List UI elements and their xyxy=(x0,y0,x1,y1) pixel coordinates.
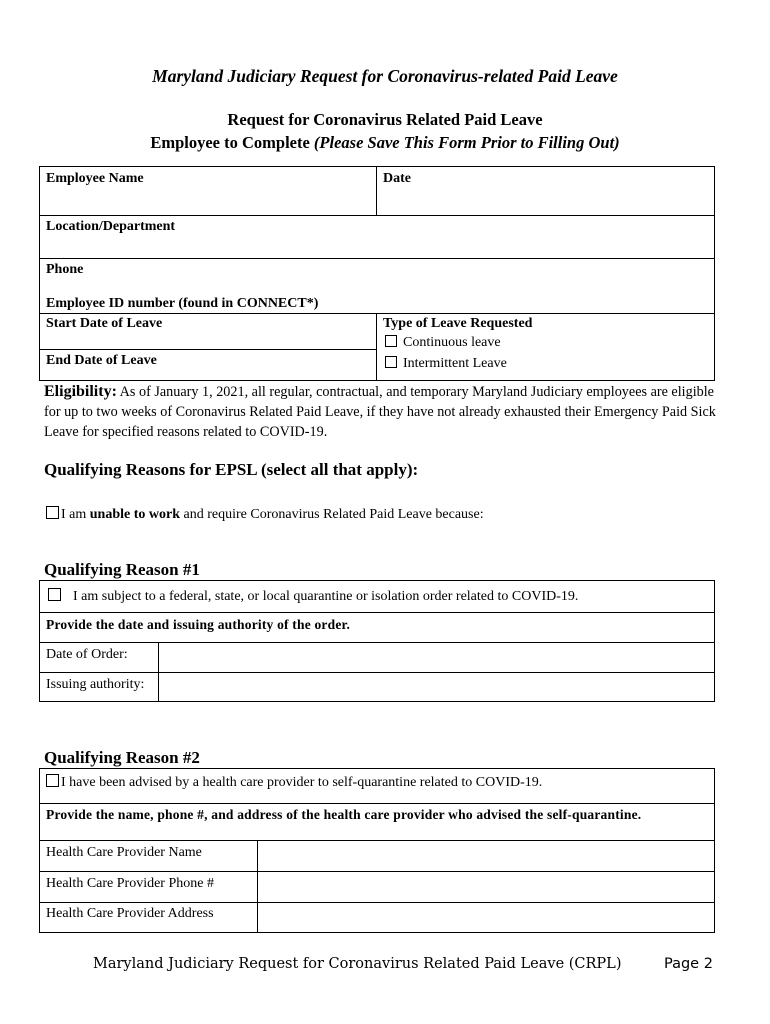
page-number: Page 2 xyxy=(664,956,713,972)
provider-name-label: Health Care Provider Name xyxy=(46,845,202,860)
provider-address-input[interactable] xyxy=(258,903,714,932)
instruction-note: (Please Save This Form Prior to Filling Out) xyxy=(313,133,620,152)
date-field[interactable]: Date xyxy=(383,171,411,186)
unable-to-work-option[interactable]: I am unable to work and require Coronavirus Related Paid Leave because: xyxy=(46,506,484,523)
reason1-statement-option[interactable]: I am subject to a federal, state, or local quarantine or isolation order related to COVID-19. xyxy=(48,588,578,605)
reason2-heading: Qualifying Reason #2 xyxy=(44,748,200,767)
eligibility-lead: Eligibility: xyxy=(44,383,117,400)
document-title: Maryland Judiciary Request for Coronavirus-related Paid Leave xyxy=(152,66,618,86)
start-date-field[interactable]: Start Date of Leave xyxy=(46,316,163,331)
checkbox-icon[interactable] xyxy=(46,506,59,519)
issuing-authority-input[interactable] xyxy=(159,673,714,701)
checkbox-icon[interactable] xyxy=(46,774,59,787)
continuous-leave-option[interactable]: Continuous leave xyxy=(385,335,501,351)
checkbox-icon[interactable] xyxy=(385,356,397,368)
provider-phone-input[interactable] xyxy=(258,872,714,901)
date-of-order-input[interactable] xyxy=(159,643,714,671)
issuing-authority-label: Issuing authority: xyxy=(46,677,145,692)
date-of-order-label: Date of Order: xyxy=(46,647,128,662)
reason1-heading: Qualifying Reason #1 xyxy=(44,560,200,579)
eligibility-paragraph xyxy=(44,382,734,442)
checkbox-icon[interactable] xyxy=(48,588,61,601)
leave-type-heading: Type of Leave Requested xyxy=(383,316,533,331)
end-date-field[interactable]: End Date of Leave xyxy=(46,353,157,368)
employee-name-field[interactable]: Employee Name xyxy=(46,171,144,186)
provider-address-label: Health Care Provider Address xyxy=(46,906,214,921)
employee-id-field[interactable]: Employee ID number (found in CONNECT*) xyxy=(46,296,319,311)
provider-name-input[interactable] xyxy=(258,841,714,870)
checkbox-icon[interactable] xyxy=(385,335,397,347)
provider-phone-label: Health Care Provider Phone # xyxy=(46,876,214,891)
intermittent-leave-option[interactable]: Intermittent Leave xyxy=(385,356,507,372)
qualifying-reasons-heading: Qualifying Reasons for EPSL (select all that apply): xyxy=(44,460,419,479)
reason2-instruction: Provide the name, phone #, and address of the health care provider who advised the self-quarantine. xyxy=(46,807,642,822)
phone-field[interactable]: Phone xyxy=(46,262,84,277)
form-instruction xyxy=(0,133,770,153)
instruction-lead: Employee to Complete xyxy=(150,133,314,152)
reason1-instruction: Provide the date and issuing authority of the order. xyxy=(46,617,351,632)
footer-text: Maryland Judiciary Request for Coronavirus Related Paid Leave (CRPL) xyxy=(93,956,622,972)
form-subtitle: Request for Coronavirus Related Paid Leave xyxy=(227,110,543,129)
location-department-field[interactable]: Location/Department xyxy=(46,219,176,234)
reason2-statement-option[interactable]: I have been advised by a health care provider to self-quarantine related to COVID-19. xyxy=(46,774,542,791)
eligibility-text: As of January 1, 2021, all regular, contractual, and temporary Maryland Judiciary employees are eligible for up to two weeks of Coronavirus Related Paid Leave, if they have not already exhausted their Emergency Paid Sick Leave for specified reasons related to COVID-19. xyxy=(44,384,716,440)
